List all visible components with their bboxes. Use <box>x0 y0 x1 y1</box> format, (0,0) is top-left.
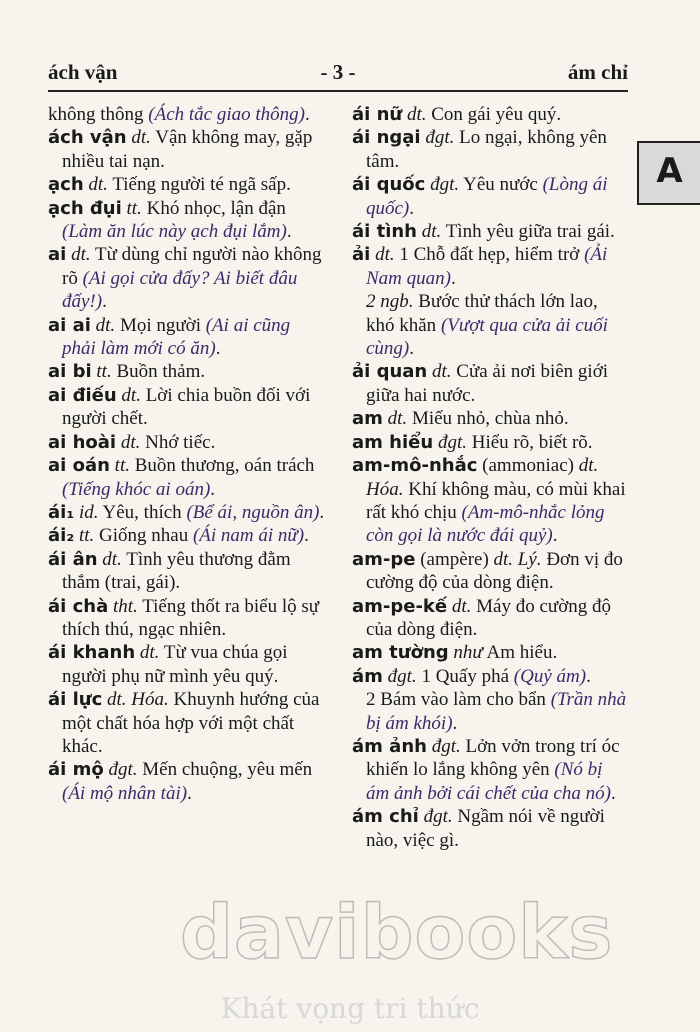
dictionary-entry <box>48 360 326 383</box>
entry-pos: dt. <box>451 595 472 617</box>
entry-definition: Từ vua chúa gọi người phụ nữ mình yêu quý. <box>62 642 288 687</box>
entry-definition: Tình yêu giữa trai gái. <box>441 221 615 243</box>
dictionary-entry <box>48 501 326 524</box>
entry-punct: . <box>409 338 415 360</box>
entry-punct: . <box>286 221 292 243</box>
entry-definition: Yêu nước <box>459 174 543 196</box>
entry-definition: Miếu nhỏ, chùa nhỏ. <box>407 408 569 430</box>
entry-punct: . <box>586 665 591 687</box>
entry-pos: tt. <box>96 361 112 383</box>
entry-pos: tt. <box>114 455 130 477</box>
entry-example: (Lòng ái quốc) <box>366 174 608 219</box>
entry-definition: Yêu, thích <box>98 501 187 523</box>
entry-headword: am tường <box>352 642 449 664</box>
entry-example: (Trần nhà bị ám khói) <box>366 689 627 734</box>
dictionary-entry <box>48 243 326 313</box>
entry-definition: (ammoniac) <box>482 455 579 477</box>
entry-pos: dt. <box>131 127 151 149</box>
dictionary-entry <box>352 243 630 290</box>
entry-headword: ái chà <box>48 595 109 617</box>
entry-headword: ạch đụi <box>48 197 122 219</box>
entry-headword: ai điếu <box>48 384 117 406</box>
dictionary-entry <box>352 220 630 243</box>
letter-tab-label: A <box>656 151 683 191</box>
entry-example: (Làm ăn lúc này ạch đụi lắm) <box>62 221 287 243</box>
entry-definition: Vận không may, gặp nhiều tai nạn. <box>62 127 313 172</box>
entry-headword: ám <box>352 665 383 687</box>
dictionary-entry <box>352 805 630 852</box>
entry-pos: 2 ngb. <box>366 291 414 313</box>
left-column <box>48 103 326 805</box>
entry-pos: đgt. <box>387 665 417 687</box>
entry-pos: đgt. <box>423 806 453 828</box>
entry-definition: Cửa ải nơi biên giới giữa hai nước. <box>366 361 609 406</box>
entry-example: (Bể ái, nguồn ân) <box>186 501 320 523</box>
entry-definition: Khuynh hướng của một chất hóa hợp với một chất khác. <box>62 689 320 757</box>
entry-headword: am <box>352 408 383 430</box>
entry-punct: . <box>210 478 216 500</box>
entry-headword: ai bi <box>48 361 92 383</box>
entry-headword: ái ân <box>48 548 98 570</box>
entry-headword: ai oán <box>48 455 110 477</box>
entry-headword: ai ai <box>48 314 91 336</box>
entry-definition: Tiếng người té ngã sấp. <box>107 174 291 196</box>
entry-definition: (ampère) <box>420 548 494 570</box>
entry-pos: dt. <box>120 431 141 453</box>
entry-definition: Tiếng thốt ra biểu lộ sự thích thú, ngạc nhiên. <box>62 595 320 640</box>
entry-headword: am hiểu <box>352 431 434 453</box>
entry-headword: ách vận <box>48 127 127 149</box>
entry-definition: Buồn thương, oán trách <box>129 455 315 477</box>
dictionary-entry <box>48 595 326 642</box>
entry-headword: ám ảnh <box>352 735 427 757</box>
entry-example: (Ai ai cũng phải làm mới có ăn) <box>62 314 291 360</box>
entry-punct: . <box>319 501 325 523</box>
entry-example: (Ái nam ái nữ) <box>192 525 305 547</box>
entry-punct: . <box>552 525 558 547</box>
entry-example: (Tiếng khóc ai oán) <box>62 478 211 500</box>
entry-definition: Hiểu rõ, biết rõ. <box>466 431 593 453</box>
entry-definition: Tình yêu thương đằm thắm (trai, gái). <box>62 548 291 594</box>
entry-pos: đgt. <box>430 174 460 196</box>
entry-definition: Máy đo cường độ của dòng điện. <box>366 595 612 640</box>
entry-headword: ái khanh <box>48 642 136 664</box>
entry-pos: dt. <box>121 384 141 406</box>
entry-headword: ái quốc <box>352 174 426 196</box>
entry-pos: dt. <box>95 314 116 336</box>
dictionary-entry <box>352 595 630 642</box>
entry-example: (Ái mộ nhân tài) <box>62 782 188 804</box>
dictionary-entry <box>48 314 326 361</box>
entry-punct: . <box>102 291 107 313</box>
dictionary-entry <box>352 290 630 360</box>
entry-pos: tt. <box>78 525 95 547</box>
dictionary-entry <box>48 454 326 501</box>
entry-example: (Vượt qua cửa ải cuối cùng) <box>366 314 608 360</box>
entry-pos: dt. <box>421 221 442 243</box>
entry-punct: . <box>409 197 415 219</box>
entry-definition: Bước thử thách lớn lao, khó khăn <box>366 291 598 336</box>
entry-example: (Ách tắc giao thông) <box>148 104 305 125</box>
dictionary-entry <box>352 548 630 595</box>
entry-headword: am-pe-kế <box>352 595 448 617</box>
entry-definition: Con gái yêu quý. <box>426 104 562 125</box>
entry-pos: dt. Lý. <box>493 548 542 570</box>
entry-headword: ải <box>352 244 371 266</box>
entry-example: (Ai gọi cửa đấy? Ai biết đâu đấy!) <box>62 267 298 313</box>
entry-definition: Từ dùng chỉ người nào không rõ <box>62 244 322 289</box>
dictionary-entry <box>352 665 630 688</box>
entry-pos: dt. <box>102 548 122 570</box>
dictionary-entry <box>352 103 630 126</box>
entry-definition: Lo ngại, không yên tâm. <box>366 127 607 172</box>
dictionary-entry <box>48 548 326 595</box>
entry-headword: ạch <box>48 174 84 196</box>
entry-pos: như <box>453 642 483 664</box>
dictionary-entry <box>352 431 630 454</box>
dictionary-entry <box>48 641 326 688</box>
dictionary-entry <box>352 735 630 805</box>
entry-pos: dt. <box>139 642 160 664</box>
page-header <box>48 58 628 92</box>
entry-definition: Am hiểu. <box>482 642 558 664</box>
entry-punct: . <box>215 338 221 360</box>
entry-pos: dt. Hóa. <box>107 689 169 711</box>
dictionary-entry <box>48 688 326 758</box>
page-number: - 3 - <box>320 60 356 84</box>
entry-pos: tt. <box>126 197 142 219</box>
entry-pos: tht. <box>112 595 138 617</box>
entry-headword: ái mộ <box>48 759 104 781</box>
header-first-entry: ách vận <box>48 60 118 84</box>
dictionary-entry <box>352 407 630 430</box>
watermark-tagline: Khát vọng tri thức <box>220 992 480 1025</box>
entry-definition: 1 Quấy phá <box>416 665 514 687</box>
entry-headword: ai hoài <box>48 431 117 453</box>
entry-definition: Khó nhọc, lận đận <box>141 197 286 219</box>
dictionary-entry <box>352 641 630 664</box>
entry-headword: am-pe <box>352 548 416 570</box>
entry-pos: dt. <box>387 408 408 430</box>
entry-pos: đgt. <box>437 431 467 453</box>
entry-punct: . <box>610 782 616 804</box>
dictionary-entry <box>352 454 630 548</box>
entry-headword: ái lực <box>48 689 103 711</box>
entry-punct: . <box>450 267 456 289</box>
entry-pos: id. <box>78 501 99 523</box>
entry-headword: ái₁ <box>48 501 75 523</box>
entry-pos: đgt. <box>108 759 138 781</box>
entry-pos: đgt. <box>425 127 455 149</box>
dictionary-entry <box>352 360 630 407</box>
entry-headword: ái ngại <box>352 127 421 149</box>
letter-tab <box>637 141 700 205</box>
entry-definition: Mến chuộng, yêu mến <box>137 759 313 781</box>
entry-definition: Đơn vị đo cường độ của dòng điện. <box>366 548 623 594</box>
entry-pos: dt. <box>88 174 108 196</box>
dictionary-entry <box>352 126 630 173</box>
entry-definition: Lời chia buồn đối với người chết. <box>62 384 311 430</box>
entry-pos: đgt. <box>431 735 461 757</box>
entry-punct: . <box>187 782 192 804</box>
entry-punct: . <box>305 104 310 125</box>
entry-example: (Ải Nam quan) <box>366 244 608 289</box>
entry-definition: Buồn thảm. <box>111 361 206 383</box>
entry-definition: Giống nhau <box>94 525 193 547</box>
entry-headword: ải quan <box>352 361 428 383</box>
entry-example: (Nó bị ám ảnh bởi cái chết của cha nó) <box>366 759 611 804</box>
entry-example: (Am-mô-nhắc lỏng còn gọi là nước đái quỷ) <box>366 501 605 547</box>
dictionary-entry <box>48 758 326 805</box>
dictionary-entry <box>48 197 326 244</box>
entry-punct: . <box>452 712 458 734</box>
entry-definition: Ngầm nói về người nào, việc gì. <box>366 806 605 851</box>
header-last-entry: ám chỉ <box>567 60 628 84</box>
dictionary-entry <box>48 431 326 454</box>
entry-definition: Khí không màu, có mùi khai rất khó chịu <box>366 478 626 523</box>
dictionary-entry <box>352 173 630 220</box>
entry-definition: 1 Chỗ đất hẹp, hiểm trở <box>394 244 585 266</box>
dictionary-entry <box>48 384 326 431</box>
entry-headword: ái tình <box>352 221 417 243</box>
entry-pos: dt. <box>71 244 91 266</box>
watermark: davibooks <box>180 890 614 976</box>
dictionary-entry <box>352 688 630 735</box>
right-column <box>352 103 630 852</box>
entry-definition: Nhớ tiếc. <box>140 431 216 453</box>
entry-pos: dt. <box>406 104 427 125</box>
entry-pos: dt. <box>375 244 395 266</box>
entry-headword: ám chỉ <box>352 806 419 828</box>
entry-pos: dt. Hóa. <box>366 455 599 500</box>
entry-punct: . <box>304 525 309 547</box>
entry-headword: am-mô-nhắc <box>352 455 478 477</box>
entry-example: (Quỷ ám) <box>513 665 587 687</box>
entry-definition: 2 Bám vào làm cho bẩn <box>366 689 551 711</box>
entry-headword: ái₂ <box>48 525 75 547</box>
entry-definition: Mọi người <box>115 314 206 336</box>
entry-headword: ái nữ <box>352 104 403 125</box>
entry-pos: dt. <box>432 361 452 383</box>
entry-headword: ai <box>48 244 67 266</box>
dictionary-entry <box>48 103 326 126</box>
dictionary-entry <box>48 524 326 547</box>
dictionary-entry <box>48 173 326 196</box>
entry-definition: không thông <box>48 104 149 125</box>
entry-definition: Lởn vởn trong trí óc khiến lo lắng không yên <box>366 735 620 781</box>
dictionary-entry <box>48 126 326 173</box>
